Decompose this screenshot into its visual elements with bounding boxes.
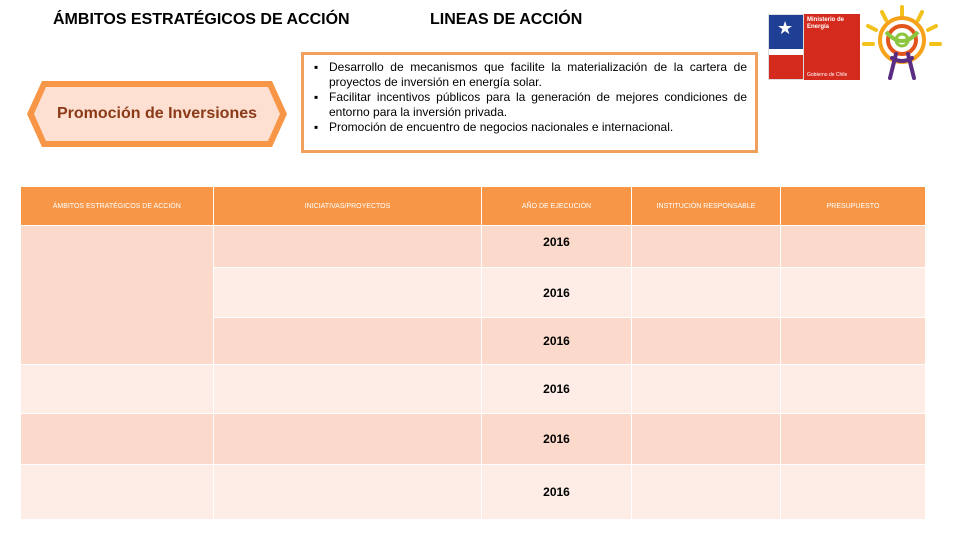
year-cell: 2016: [482, 365, 632, 414]
year-cell: 2016: [482, 318, 632, 365]
year-cell: 2016: [482, 465, 632, 520]
header-budget: PRESUPUESTO: [781, 187, 926, 226]
budget-cell: [781, 318, 926, 365]
institution-cell: [632, 414, 781, 465]
initiative-cell: [214, 414, 482, 465]
strategic-area-cell: [21, 226, 214, 365]
budget-cell: [781, 414, 926, 465]
budget-cell: [781, 365, 926, 414]
year-cell: 2016: [482, 226, 632, 268]
initiative-cell: [214, 268, 482, 318]
year-cell: 2016: [482, 414, 632, 465]
institution-cell: [632, 268, 781, 318]
strategic-area-cell: [21, 365, 214, 414]
initiative-cell: [214, 226, 482, 268]
chile-flag-icon: ★: [768, 14, 804, 80]
header-initiatives: INICIATIVAS/PROYECTOS: [214, 187, 482, 226]
table-row: [21, 465, 926, 520]
action-lines-title: LINEAS DE ACCIÓN: [430, 11, 583, 28]
budget-cell: [781, 268, 926, 318]
institution-cell: [632, 318, 781, 365]
table-row: [21, 414, 926, 465]
promo-label: Promoción de Inversiones: [56, 105, 258, 122]
ministry-line1: Ministerio de: [807, 17, 845, 23]
institution-cell: [632, 365, 781, 414]
initiatives-table: [20, 187, 926, 520]
strategic-area-cell: [21, 465, 214, 520]
government-label: Gobierno de Chile: [807, 72, 848, 78]
initiative-cell: [214, 318, 482, 365]
table-row: [21, 365, 926, 414]
institution-cell: [632, 465, 781, 520]
action-line-item: ▪ Facilitar incentivos públicos para la generación de mejores condiciones de entorno para la inversión privada.: [312, 90, 747, 120]
budget-cell: [781, 465, 926, 520]
initiative-cell: [214, 365, 482, 414]
header-strategic-area: ÁMBITOS ESTRATÉGICOS DE ACCIÓN: [21, 187, 214, 226]
budget-cell: [781, 226, 926, 268]
action-lines-box: [301, 52, 758, 153]
ministry-energy-logo: [768, 14, 860, 80]
year-cell: 2016: [482, 268, 632, 318]
table-row: [21, 226, 926, 268]
action-line-item: ▪ Promoción de encuentro de negocios nacionales e internacional.: [312, 120, 747, 135]
strategic-areas-title: ÁMBITOS ESTRATÉGICOS DE ACCIÓN: [53, 11, 350, 28]
solar-program-logo-icon: [862, 4, 942, 84]
initiative-cell: [214, 465, 482, 520]
header-execution-year: AÑO DE EJECUCIÓN: [482, 187, 632, 226]
table-header-row: [21, 187, 926, 226]
institution-cell: [632, 226, 781, 268]
header-responsible-institution: INSTITUCIÓN RESPONSABLE: [632, 187, 781, 226]
strategic-area-cell: [21, 414, 214, 465]
ministry-line2: Energía: [807, 24, 830, 30]
action-line-item: ▪ Desarrollo de mecanismos que facilite la materialización de la cartera de proyectos de inversión en energía solar.: [312, 60, 747, 90]
